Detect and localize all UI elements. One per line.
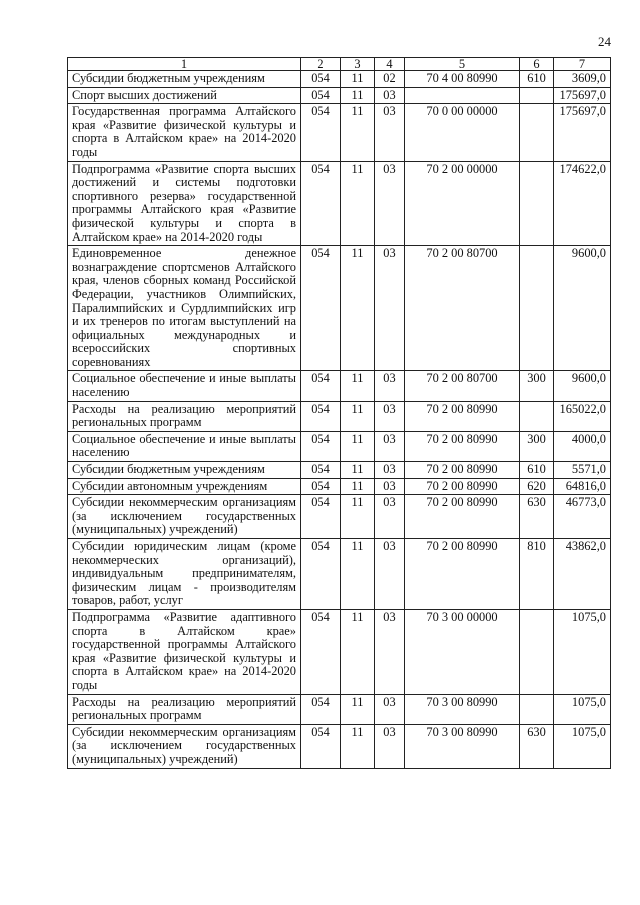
amount: 1075,0: [554, 724, 611, 768]
section-code: 11: [341, 462, 375, 479]
subsection-code: 03: [375, 371, 405, 401]
table-row: [68, 246, 611, 371]
section-code: 11: [341, 539, 375, 610]
target-article-code: 70 3 00 80990: [405, 724, 520, 768]
target-article-code: 70 2 00 00000: [405, 161, 520, 246]
expense-type-code: 620: [520, 478, 554, 495]
target-article-code: 70 4 00 80990: [405, 71, 520, 88]
ministry-code: 054: [301, 371, 341, 401]
table-row: [68, 371, 611, 401]
subsection-code: 03: [375, 694, 405, 724]
amount: 9600,0: [554, 246, 611, 371]
section-code: 11: [341, 724, 375, 768]
expense-type-code: 610: [520, 71, 554, 88]
header-cell-5: 5: [405, 58, 520, 71]
ministry-code: 054: [301, 462, 341, 479]
ministry-code: 054: [301, 104, 341, 161]
header-cell-1: 1: [68, 58, 301, 71]
target-article-code: 70 0 00 00000: [405, 104, 520, 161]
row-name: Расходы на реализацию мероприятий региональных программ: [68, 694, 301, 724]
header-cell-6: 6: [520, 58, 554, 71]
amount: 174622,0: [554, 161, 611, 246]
ministry-code: 054: [301, 694, 341, 724]
expense-type-code: [520, 161, 554, 246]
table-row: [68, 724, 611, 768]
target-article-code: 70 2 00 80990: [405, 539, 520, 610]
section-code: 11: [341, 694, 375, 724]
expense-type-code: [520, 401, 554, 431]
table-row: [68, 478, 611, 495]
target-article-code: 70 3 00 00000: [405, 609, 520, 694]
target-article-code: 70 3 00 80990: [405, 694, 520, 724]
subsection-code: 03: [375, 478, 405, 495]
expense-type-code: [520, 104, 554, 161]
subsection-code: 03: [375, 539, 405, 610]
row-name: Субсидии бюджетным учреждениям: [68, 71, 301, 88]
ministry-code: 054: [301, 431, 341, 461]
amount: 46773,0: [554, 495, 611, 539]
expense-type-code: 810: [520, 539, 554, 610]
ministry-code: 054: [301, 724, 341, 768]
section-code: 11: [341, 401, 375, 431]
amount: 3609,0: [554, 71, 611, 88]
ministry-code: 054: [301, 478, 341, 495]
table-row: [68, 539, 611, 610]
table-row: [68, 104, 611, 161]
header-cell-4: 4: [375, 58, 405, 71]
header-row: [68, 58, 611, 71]
header-cell-3: 3: [341, 58, 375, 71]
target-article-code: 70 2 00 80990: [405, 431, 520, 461]
expense-type-code: 630: [520, 724, 554, 768]
target-article-code: 70 2 00 80990: [405, 462, 520, 479]
table-row: [68, 161, 611, 246]
header-cell-2: 2: [301, 58, 341, 71]
table-row: [68, 431, 611, 461]
amount: 4000,0: [554, 431, 611, 461]
table-row: [68, 694, 611, 724]
amount: 9600,0: [554, 371, 611, 401]
row-name: Субсидии некоммерческим организациям (за исключением государственных (муниципальных) учреждений): [68, 724, 301, 768]
ministry-code: 054: [301, 161, 341, 246]
amount: 175697,0: [554, 104, 611, 161]
expense-type-code: [520, 694, 554, 724]
row-name: Расходы на реализацию мероприятий региональных программ: [68, 401, 301, 431]
page-number: 24: [598, 34, 611, 49]
subsection-code: 02: [375, 71, 405, 88]
section-code: 11: [341, 431, 375, 461]
ministry-code: 054: [301, 609, 341, 694]
subsection-code: 03: [375, 462, 405, 479]
subsection-code: 03: [375, 104, 405, 161]
target-article-code: 70 2 00 80990: [405, 401, 520, 431]
expense-type-code: [520, 246, 554, 371]
table-row: [68, 609, 611, 694]
section-code: 11: [341, 246, 375, 371]
amount: 1075,0: [554, 694, 611, 724]
amount: 175697,0: [554, 87, 611, 104]
section-code: 11: [341, 104, 375, 161]
subsection-code: 03: [375, 87, 405, 104]
amount: 64816,0: [554, 478, 611, 495]
subsection-code: 03: [375, 161, 405, 246]
expense-type-code: 300: [520, 371, 554, 401]
row-name: Субсидии автономным учреждениям: [68, 478, 301, 495]
ministry-code: 054: [301, 495, 341, 539]
subsection-code: 03: [375, 431, 405, 461]
target-article-code: 70 2 00 80990: [405, 478, 520, 495]
subsection-code: 03: [375, 401, 405, 431]
section-code: 11: [341, 87, 375, 104]
subsection-code: 03: [375, 609, 405, 694]
row-name: Спорт высших достижений: [68, 87, 301, 104]
subsection-code: 03: [375, 246, 405, 371]
row-name: Государственная программа Алтайского края «Развитие физической культуры и спорта в Алтайском крае» на 2014-2020 годы: [68, 104, 301, 161]
section-code: 11: [341, 371, 375, 401]
header-cell-7: 7: [554, 58, 611, 71]
subsection-code: 03: [375, 495, 405, 539]
amount: 5571,0: [554, 462, 611, 479]
expense-type-code: [520, 87, 554, 104]
table-row: [68, 71, 611, 88]
amount: 1075,0: [554, 609, 611, 694]
expense-type-code: 630: [520, 495, 554, 539]
section-code: 11: [341, 609, 375, 694]
section-code: 11: [341, 161, 375, 246]
ministry-code: 054: [301, 401, 341, 431]
target-article-code: [405, 87, 520, 104]
expense-type-code: 610: [520, 462, 554, 479]
row-name: Субсидии юридическим лицам (кроме некоммерческих организаций), индивидуальным предпринимателям, физическим лицам - производителям товаров, работ, услуг: [68, 539, 301, 610]
table-row: [68, 401, 611, 431]
target-article-code: 70 2 00 80700: [405, 246, 520, 371]
ministry-code: 054: [301, 539, 341, 610]
table-row: [68, 87, 611, 104]
subsection-code: 03: [375, 724, 405, 768]
row-name: Субсидии бюджетным учреждениям: [68, 462, 301, 479]
row-name: Субсидии некоммерческим организациям (за исключением государственных (муниципальных) учреждений): [68, 495, 301, 539]
budget-table: [67, 57, 611, 769]
row-name: Подпрограмма «Развитие спорта высших достижений и системы подготовки спортивного резерва» государственной программы Алтайского края «Развитие физической культуры и спорта в Алтайском крае» на 2014-2020 годы: [68, 161, 301, 246]
ministry-code: 054: [301, 87, 341, 104]
ministry-code: 054: [301, 71, 341, 88]
row-name: Социальное обеспечение и иные выплаты населению: [68, 431, 301, 461]
row-name: Подпрограмма «Развитие адаптивного спорта в Алтайском крае» государственной программы Алтайского края «Развитие физической культуры и спорта в Алтайском крае» на 2014-2020 годы: [68, 609, 301, 694]
ministry-code: 054: [301, 246, 341, 371]
table-row: [68, 462, 611, 479]
row-name: Единовременное денежное вознаграждение спортсменов Алтайского края, членов сборных команд Российской Федерации, участников Олимпийских, Паралимпийских и Сурдлимпийских игр и их тренеров по итогам выступлений на официальных международных и всероссийских спортивных соревнованиях: [68, 246, 301, 371]
section-code: 11: [341, 495, 375, 539]
section-code: 11: [341, 71, 375, 88]
amount: 43862,0: [554, 539, 611, 610]
section-code: 11: [341, 478, 375, 495]
table-row: [68, 495, 611, 539]
amount: 165022,0: [554, 401, 611, 431]
row-name: Социальное обеспечение и иные выплаты населению: [68, 371, 301, 401]
expense-type-code: 300: [520, 431, 554, 461]
target-article-code: 70 2 00 80700: [405, 371, 520, 401]
expense-type-code: [520, 609, 554, 694]
target-article-code: 70 2 00 80990: [405, 495, 520, 539]
